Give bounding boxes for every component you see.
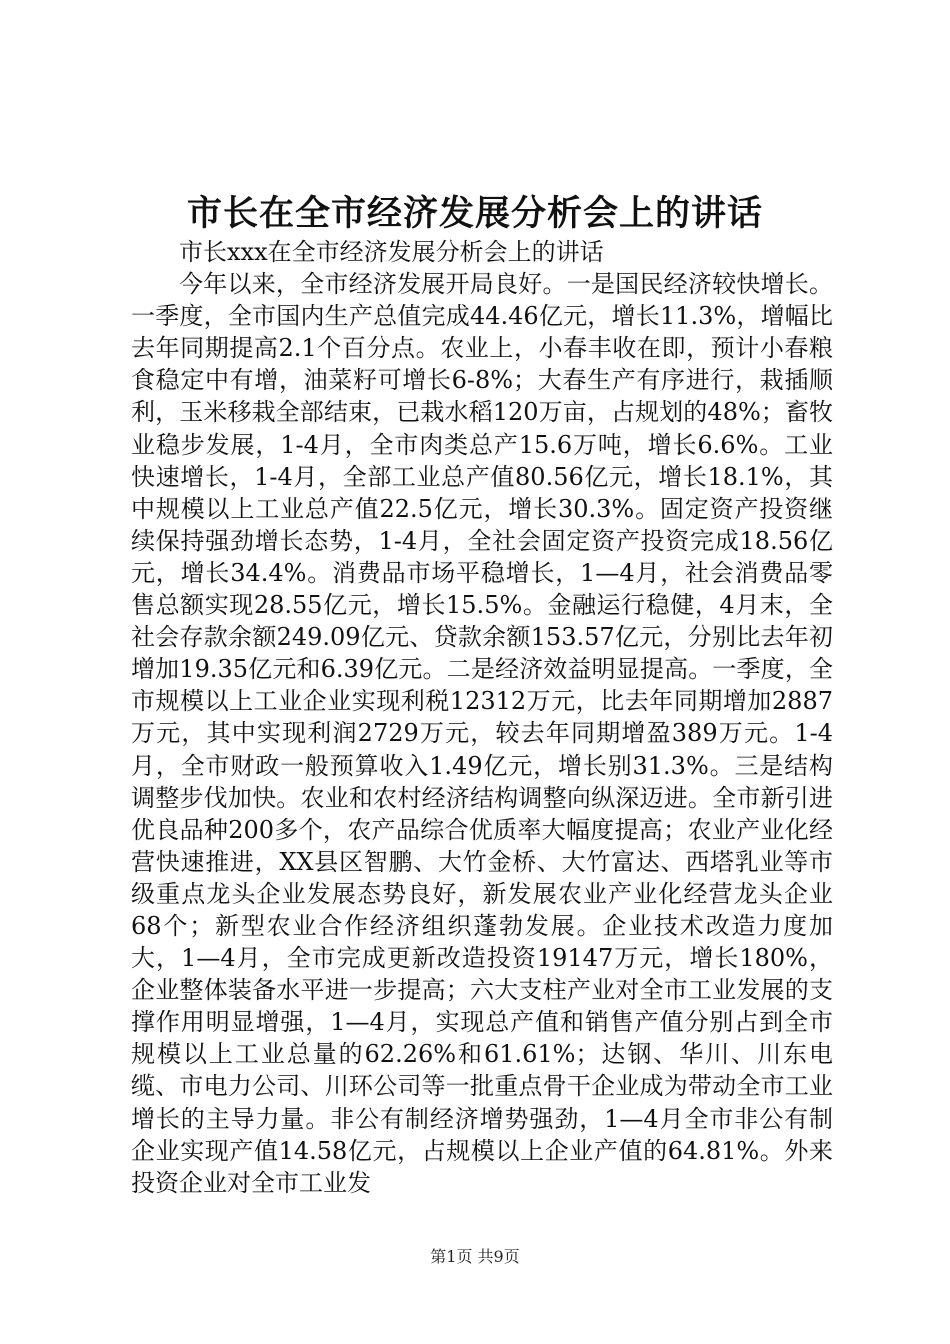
body-paragraph: 今年以来，全市经济发展开局良好。一是国民经济较快增长。一季度，全市国内生产总值完成44.46亿元，增长11.3%，增幅比去年同期提高2.1个百分点。农业上，小春丰收在即，预计小春粮食稳定中有增，油菜籽可增长6-8%；大春生产有序进行，栽插顺利，玉米移栽全部结束，已栽水稻120万亩，占规划的48%；畜牧业稳步发展，1-4月，全市肉类总产15.6万吨，增长6.6%。工业快速增长，1-4月，全部工业总产值80.56亿元，增长18.1%，其中规模以上工业总产值22.5亿元，增长30.3%。固定资产投资继续保持强劲增长态势，1-4月，全社会固定资产投资完成18.56亿元，增长34.4%。消费品市场平稳增长，1—4月，社会消费品零售总额实现28.55亿元，增长15.5%。金融运行稳健，4月末，全社会存款余额249.09亿元、贷款余额153.57亿元，分别比去年初增加19.35亿元和6.39亿元。二是经济效益明显提高。一季度，全市规模以上工业企业实现利税12312万元，比去年同期增加2887万元，其中实现利润2729万元，较去年同期增盈389万元。1-4月，全市财政一般预算收入1.49亿元，增长别31.3%。三是结构调整步伐加快。农业和农村经济结构调整向纵深迈进。全市新引进优良品种200多个，农产品综合优质率大幅度提高；农业产业化经营快速推进，XX县区智鹏、大竹金桥、大竹富达、西塔乳业等市级重点龙头企业发展态势良好，新发展农业产业化经营龙头企业68个；新型农业合作经济组织蓬勃发展。企业技术改造力度加大，1—4月，全市完成更新改造投资19147万元，增长180%，企业整体装备水平进一步提高；六大支柱产业对全市工业发展的支撑作用明显增强，1—4月，实现总产值和销售产值分别占到全市规模以上工业总量的62.26%和61.61%；达钢、华川、川东电缆、市电力公司、川环公司等一批重点骨干企业成为带动全市工业增长的主导力量。非公有制经济增势强劲，1—4月全市非公有制企业实现产值14.58亿元，占规模以上企业产值的64.81%。外来投资企业对全市工业发 <box>131 270 833 1197</box>
page-number-footer: 第1页 共9页 <box>430 1247 520 1266</box>
subtitle-paragraph: 市长xxx在全市经济发展分析会上的讲话 <box>179 238 604 266</box>
document-title: 市长在全市经济发展分析会上的讲话 <box>186 193 763 234</box>
document-body <box>131 236 833 1199</box>
